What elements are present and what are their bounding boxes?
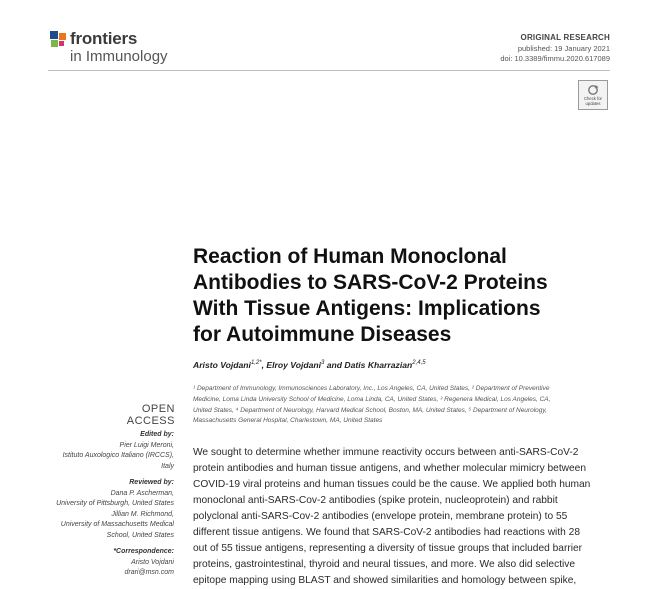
affiliation-line: United States, ⁴ Department of Neurology, Harvard Medical School, Boston, MA, United States, ⁵ Department of Neurology,	[193, 406, 547, 414]
abstract-line: COVID-19 viral proteins and human tissues could be the cause. We applied both human	[193, 479, 591, 490]
editor-line: Italy	[161, 462, 174, 470]
title-line: Antibodies to SARS-CoV-2 Proteins	[193, 271, 548, 294]
title-line: Reaction of Human Monoclonal	[193, 245, 507, 268]
check-for-updates-button[interactable]	[578, 80, 608, 110]
abstract	[193, 445, 618, 589]
edited-by-label: Edited by:	[140, 431, 174, 438]
affiliation-line: Medicine, Loma Linda University School of Medicine, Loma Linda, CA, United States, ³ Regenera Medical, Los Angeles, CA,	[193, 395, 551, 403]
abstract-line: protein antibodies and human tissue antigens, and whether molecular mimicry between	[193, 463, 587, 474]
affiliation-line: ¹ Department of Immunology, Immunosciences Laboratory, Inc., Los Angeles, CA, United States, ² Department of Preventive	[193, 385, 550, 392]
abstract-line: proteins, gastrointestinal, thyroid and neural tissues, and more. We also did selective	[193, 559, 576, 570]
abstract-line: epitope mapping using BLAST and showed similarities and homology between spike,	[193, 575, 577, 586]
article-type: ORIGINAL RESEARCH	[520, 33, 610, 42]
brand-name: frontiers	[70, 29, 138, 48]
author-name[interactable]: Aristo Vojdani	[193, 360, 251, 370]
article-title	[193, 244, 613, 348]
reviewed-by-block	[56, 478, 174, 542]
edited-by-block	[63, 430, 174, 472]
header-divider	[48, 70, 610, 71]
doi-link[interactable]: doi: 10.3389/fimmu.2020.617089	[500, 54, 610, 63]
editor-line: Istituto Auxologico Italiano (IRCCS),	[62, 452, 174, 460]
abstract-line: different tissue antigens. We found that SARS-CoV-2 antibodies had reactions with 28	[193, 527, 580, 538]
title-line: for Autoimmune Diseases	[193, 323, 452, 346]
check-for-updates-label: Check for updates	[584, 96, 602, 106]
abstract-line: out of 55 tissue antigens, representing a diversity of tissue groups that included barrier	[193, 543, 583, 554]
editor-line: Pier Luigi Meroni,	[119, 441, 174, 449]
abstract-line: polyclonal anti-SARS-Cov-2 antibodies (envelope protein, membrane protein) to 55	[193, 511, 568, 522]
affiliations	[193, 384, 618, 427]
abstract-line: We sought to determine whether immune reactivity occurs between anti-SARS-CoV-2	[193, 447, 579, 458]
author-name[interactable]: Elroy Vojdani	[266, 360, 322, 370]
author-separator: and	[324, 360, 345, 370]
author-affiliation-marker: 2,4,5	[412, 360, 426, 367]
reviewed-by-label: Reviewed by:	[129, 479, 174, 486]
author-list	[193, 360, 426, 370]
reviewer-line: University of Pittsburgh, United States	[56, 500, 174, 508]
journal-name: in Immunology	[70, 48, 168, 65]
correspondence-block	[113, 547, 174, 579]
open-access-label: OPEN ACCESS	[126, 403, 175, 427]
correspondence-email[interactable]: drari@msn.com	[124, 569, 174, 577]
author-affiliation-marker: 3	[321, 360, 325, 367]
published-date: published: 19 January 2021	[517, 44, 610, 53]
frontiers-logo-icon	[48, 29, 70, 51]
refresh-icon	[587, 84, 599, 96]
abstract-line: monoclonal anti-SARS-Cov-2 antibodies (spike protein, nucleoprotein) and rabbit	[193, 495, 558, 506]
frontiers-logo[interactable]	[48, 26, 188, 66]
title-line: With Tissue Antigens: Implications	[193, 297, 541, 320]
reviewer-line: Jillian M. Richmond,	[111, 510, 174, 518]
correspondence-name: Aristo Vojdani	[131, 558, 174, 566]
reviewer-line: University of Massachusetts Medical	[60, 521, 174, 529]
reviewer-line: School, United States	[106, 531, 174, 539]
author-name[interactable]: Datis Kharrazian	[344, 360, 413, 370]
reviewer-line: Dana P. Ascherman,	[110, 489, 174, 497]
author-separator: ,	[261, 360, 267, 370]
correspondence-label: *Correspondence:	[113, 548, 174, 555]
author-affiliation-marker: 1,2*	[250, 360, 262, 367]
affiliation-line: Massachusetts General Hospital, Charlestown, MA, United States	[193, 417, 383, 425]
